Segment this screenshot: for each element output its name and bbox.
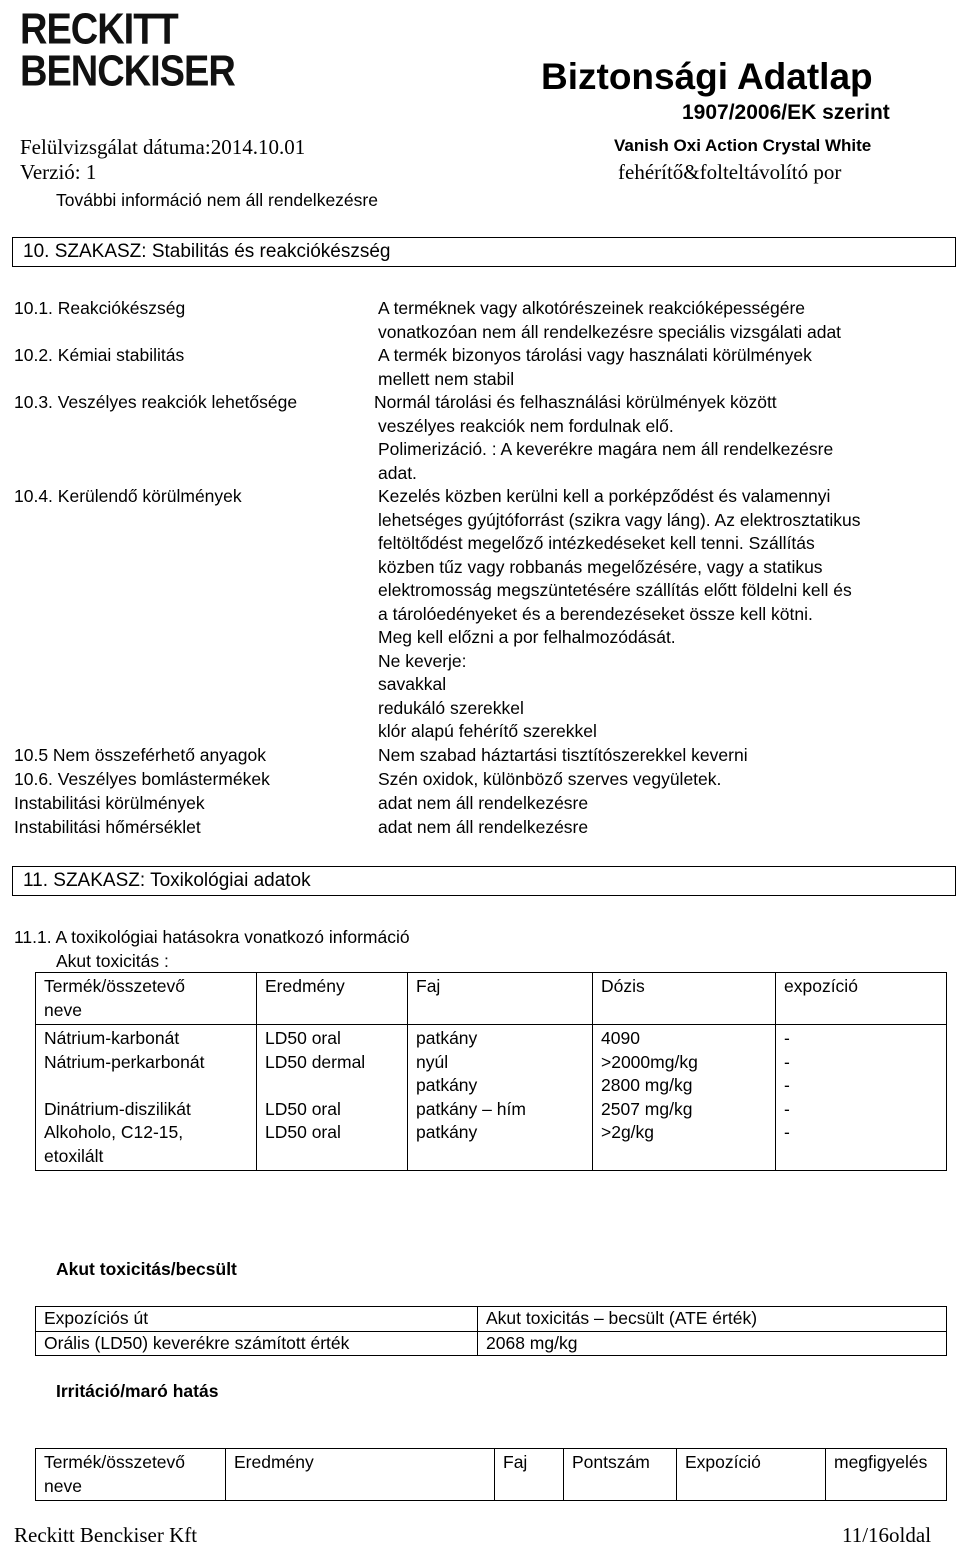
s10-value-8: adat nem áll rendelkezésre	[378, 817, 589, 837]
section-10-header	[12, 237, 956, 267]
table-cell: 2068 mg/kg	[478, 1331, 947, 1356]
section-10-title: 10. SZAKASZ: Stabilitás és reakciókészség	[23, 241, 391, 262]
table-cell: patkány nyúl patkány patkány – hím patkány	[408, 1025, 593, 1171]
section-11-title: 11. SZAKASZ: Toxikológiai adatok	[23, 870, 311, 891]
table-header-row	[36, 973, 947, 1025]
s10-label-7: Instabilitási körülmények	[14, 793, 205, 813]
table-cell: - - - - -	[776, 1025, 947, 1171]
product-type: fehérítő&folteltávolító por	[618, 160, 842, 184]
s10-value-6: Szén oxidok, különböző szerves vegyületek.	[378, 769, 722, 789]
s10-label-6: 10.6. Veszélyes bomlástermékek	[14, 769, 270, 789]
table-header-cell: Dózis	[593, 973, 776, 1025]
s10-value-5: Nem szabad háztartási tisztítószerekkel keverni	[378, 745, 748, 765]
footer-page-number: 11/16oldal	[842, 1523, 932, 1547]
table-cell: Nátrium-karbonát Nátrium-perkarbonát Dinátrium-diszilikát Alkoholo, C12-15, etoxilált	[36, 1025, 257, 1171]
regulation-reference: 1907/2006/EK szerint	[682, 101, 890, 124]
s10-value-7: adat nem áll rendelkezésre	[378, 793, 589, 813]
s10-label-3: 10.3. Veszélyes reakciók lehetősége	[14, 392, 298, 412]
s10-value-1: A terméknek vagy alkotórészeinek reakcióképességére vonatkozóan nem áll rendelkezésre speciális vizsgálati adat	[378, 298, 842, 342]
s10-value-3: Normál tárolási és felhasználási körülmények között veszélyes reakciók nem fordulnak elő. Polimerizáció. : A keverékre magára nem áll rendelkezésre adat.	[374, 392, 834, 483]
table-cell: Orális (LD50) keverékre számított érték	[36, 1331, 478, 1356]
acute-toxicity-label: Akut toxicitás :	[56, 951, 169, 971]
table-header-cell: Faj	[495, 1449, 564, 1501]
s10-label-8: Instabilitási hőmérséklet	[14, 817, 201, 837]
table-row	[36, 1025, 947, 1171]
s10-label-2: 10.2. Kémiai stabilitás	[14, 345, 185, 365]
irritation-label: Irritáció/maró hatás	[56, 1381, 219, 1401]
s10-label-4: 10.4. Kerülendő körülmények	[14, 486, 242, 506]
acute-toxicity-table	[35, 972, 947, 1171]
s11-subtitle: 11.1. A toxikológiai hatásokra vonatkozó információ	[14, 927, 410, 947]
acute-estimate-label: Akut toxicitás/becsült	[56, 1259, 237, 1279]
table-header-cell: Pontszám	[564, 1449, 677, 1501]
irritation-table	[35, 1448, 947, 1501]
table-header-cell: Termék/összetevő neve	[36, 973, 257, 1025]
table-header-row	[36, 1307, 947, 1332]
s10-label-1: 10.1. Reakciókészség	[14, 298, 186, 318]
document-title: Biztonsági Adatlap	[541, 56, 873, 97]
table-header-cell: Faj	[408, 973, 593, 1025]
table-header-cell: expozíció	[776, 973, 947, 1025]
table-header-cell: Expozíciós út	[36, 1307, 478, 1332]
table-header-row	[36, 1449, 947, 1501]
table-header-cell: Akut toxicitás – becsült (ATE érték)	[478, 1307, 947, 1332]
product-name: Vanish Oxi Action Crystal White	[614, 136, 872, 155]
version: Verzió: 1	[20, 160, 97, 184]
carryover-note: További információ nem áll rendelkezésre	[56, 190, 378, 210]
table-header-cell: Termék/összetevő neve	[36, 1449, 226, 1501]
section-11-header	[12, 866, 956, 896]
s10-label-5: 10.5 Nem összeférhető anyagok	[14, 745, 266, 765]
revision-date: Felülvizsgálat dátuma:2014.10.01	[20, 135, 306, 159]
table-cell: 4090 >2000mg/kg 2800 mg/kg 2507 mg/kg >2g/kg	[593, 1025, 776, 1171]
s10-value-4: Kezelés közben kerülni kell a porképződést és valamennyi lehetséges gyújtóforrást (szikra vagy láng). Az elektrosztatikus feltöltődést megelőző intézkedéseket kell tenni. Szállítás közben tűz vagy robbanás megelőzésére, vagy a statikus elektromosság megszüntetésére szállítás előtt földelni kell és a tárolóedényeket és a berendezéseket össze kell kötni. Meg kell előzni a por felhalmozódását. Ne keverje: savakkal redukáló szerekkel klór alapú fehérítő szerekkel	[378, 486, 861, 741]
table-cell: LD50 oral LD50 dermal LD50 oral LD50 oral	[257, 1025, 408, 1171]
table-header-cell: Expozíció	[677, 1449, 826, 1501]
reckitt-benckiser-logo: RECKITT BENCKISER	[20, 5, 235, 96]
ate-table	[35, 1306, 947, 1356]
table-header-cell: Eredmény	[226, 1449, 495, 1501]
table-row	[36, 1331, 947, 1356]
table-header-cell: Eredmény	[257, 973, 408, 1025]
footer-company: Reckitt Benckiser Kft	[14, 1523, 198, 1547]
table-header-cell: megfigyelés	[826, 1449, 947, 1501]
s10-value-2: A termék bizonyos tárolási vagy használati körülmények mellett nem stabil	[378, 345, 812, 389]
